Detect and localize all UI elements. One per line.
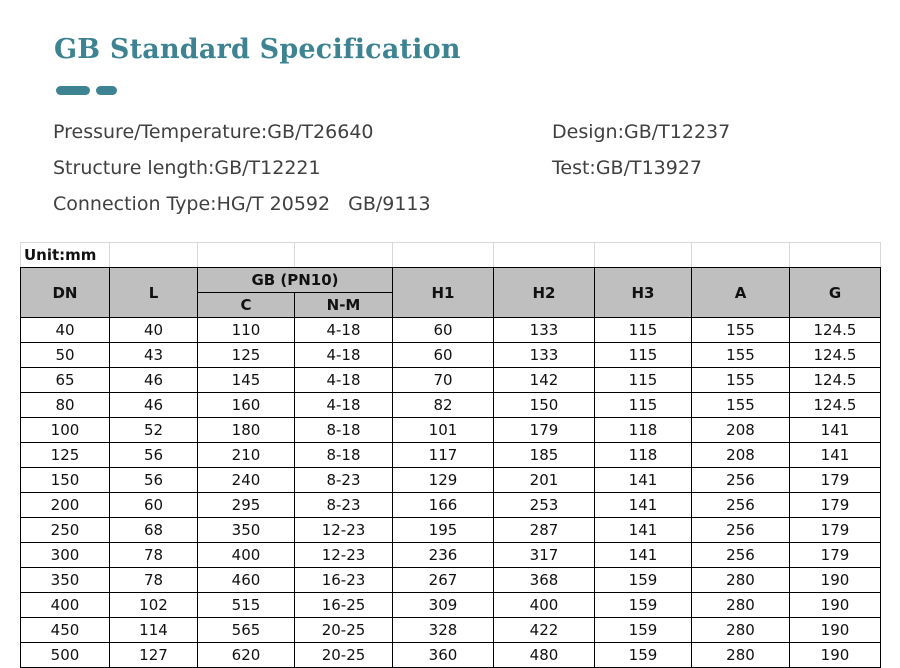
table-row [21, 618, 881, 643]
cell-dn: 450 [21, 618, 110, 643]
cell-n-m: 4-18 [295, 393, 393, 418]
cell-g: 179 [790, 468, 881, 493]
cell-h1: 195 [393, 518, 494, 543]
cell-l: 52 [110, 418, 198, 443]
cell-g: 124.5 [790, 393, 881, 418]
cell-dn: 300 [21, 543, 110, 568]
cell-h1: 82 [393, 393, 494, 418]
cell-dn: 150 [21, 468, 110, 493]
table-row [21, 368, 881, 393]
cell-h3: 115 [595, 393, 692, 418]
cell-n-m: 12-23 [295, 543, 393, 568]
cell-g: 124.5 [790, 343, 881, 368]
header-h2: H2 [494, 268, 595, 318]
cell-h3: 159 [595, 643, 692, 668]
cell-a: 256 [692, 468, 790, 493]
title-underline-long [56, 86, 90, 95]
cell-g: 179 [790, 518, 881, 543]
table-body [21, 318, 881, 668]
cell-g: 190 [790, 643, 881, 668]
cell-h1: 129 [393, 468, 494, 493]
table-row [21, 418, 881, 443]
unit-row [21, 243, 881, 268]
cell-h1: 70 [393, 368, 494, 393]
cell-n-m: 20-25 [295, 618, 393, 643]
cell-h1: 117 [393, 443, 494, 468]
cell-n-m: 8-18 [295, 418, 393, 443]
cell-l: 56 [110, 443, 198, 468]
table-row [21, 493, 881, 518]
cell-g: 179 [790, 493, 881, 518]
cell-h2: 422 [494, 618, 595, 643]
header-n-m: N-M [295, 293, 393, 318]
cell-dn: 100 [21, 418, 110, 443]
cell-h3: 115 [595, 343, 692, 368]
spec-connection-type-gb: GB/9113 [348, 193, 431, 215]
cell-h3: 118 [595, 443, 692, 468]
cell-n-m: 4-18 [295, 368, 393, 393]
header-g: G [790, 268, 881, 318]
cell-n-m: 12-23 [295, 518, 393, 543]
cell-c: 240 [198, 468, 295, 493]
cell-c: 460 [198, 568, 295, 593]
cell-h3: 159 [595, 618, 692, 643]
cell-dn: 200 [21, 493, 110, 518]
cell-a: 280 [692, 568, 790, 593]
cell-h2: 150 [494, 393, 595, 418]
cell-c: 145 [198, 368, 295, 393]
cell-h1: 166 [393, 493, 494, 518]
cell-a: 155 [692, 393, 790, 418]
cell-a: 280 [692, 618, 790, 643]
header-a: A [692, 268, 790, 318]
cell-h2: 179 [494, 418, 595, 443]
cell-a: 256 [692, 543, 790, 568]
table-row [21, 518, 881, 543]
spec-structure-length: Structure length:GB/T12221 [53, 157, 321, 179]
table-row [21, 468, 881, 493]
cell-l: 40 [110, 318, 198, 343]
cell-l: 78 [110, 543, 198, 568]
cell-h3: 141 [595, 493, 692, 518]
cell-c: 565 [198, 618, 295, 643]
cell-h1: 309 [393, 593, 494, 618]
cell-l: 127 [110, 643, 198, 668]
cell-n-m: 8-23 [295, 493, 393, 518]
cell-g: 190 [790, 618, 881, 643]
header-c: C [198, 293, 295, 318]
table-row [21, 343, 881, 368]
spec-test: Test:GB/T13927 [552, 157, 703, 179]
cell-dn: 500 [21, 643, 110, 668]
cell-h2: 133 [494, 343, 595, 368]
cell-h1: 267 [393, 568, 494, 593]
cell-dn: 400 [21, 593, 110, 618]
cell-a: 208 [692, 418, 790, 443]
cell-g: 141 [790, 418, 881, 443]
cell-n-m: 20-25 [295, 643, 393, 668]
cell-g: 124.5 [790, 318, 881, 343]
cell-a: 155 [692, 368, 790, 393]
table-row [21, 443, 881, 468]
cell-c: 180 [198, 418, 295, 443]
cell-c: 110 [198, 318, 295, 343]
table-row [21, 593, 881, 618]
cell-h1: 328 [393, 618, 494, 643]
specification-table [20, 242, 881, 668]
cell-dn: 125 [21, 443, 110, 468]
cell-l: 56 [110, 468, 198, 493]
cell-a: 256 [692, 493, 790, 518]
cell-a: 208 [692, 443, 790, 468]
cell-g: 141 [790, 443, 881, 468]
cell-dn: 80 [21, 393, 110, 418]
header-h3: H3 [595, 268, 692, 318]
cell-h2: 368 [494, 568, 595, 593]
cell-l: 114 [110, 618, 198, 643]
cell-c: 400 [198, 543, 295, 568]
spec-connection-type-hg: Connection Type:HG/T 20592 [53, 193, 331, 215]
cell-l: 43 [110, 343, 198, 368]
cell-c: 350 [198, 518, 295, 543]
spec-design: Design:GB/T12237 [552, 121, 731, 143]
cell-n-m: 8-23 [295, 468, 393, 493]
cell-c: 210 [198, 443, 295, 468]
cell-h2: 287 [494, 518, 595, 543]
table-row [21, 318, 881, 343]
cell-n-m: 16-23 [295, 568, 393, 593]
cell-g: 179 [790, 543, 881, 568]
cell-g: 124.5 [790, 368, 881, 393]
title-underline-short [96, 86, 117, 95]
cell-l: 102 [110, 593, 198, 618]
cell-dn: 40 [21, 318, 110, 343]
header-h1: H1 [393, 268, 494, 318]
cell-h2: 400 [494, 593, 595, 618]
cell-h3: 159 [595, 593, 692, 618]
cell-l: 60 [110, 493, 198, 518]
cell-c: 620 [198, 643, 295, 668]
cell-h1: 360 [393, 643, 494, 668]
cell-n-m: 8-18 [295, 443, 393, 468]
table-row [21, 543, 881, 568]
cell-dn: 250 [21, 518, 110, 543]
unit-label: Unit:mm [21, 243, 110, 268]
cell-dn: 350 [21, 568, 110, 593]
cell-h1: 60 [393, 318, 494, 343]
cell-a: 280 [692, 593, 790, 618]
cell-dn: 50 [21, 343, 110, 368]
cell-a: 155 [692, 343, 790, 368]
cell-l: 46 [110, 393, 198, 418]
cell-n-m: 4-18 [295, 343, 393, 368]
cell-h3: 115 [595, 368, 692, 393]
cell-a: 256 [692, 518, 790, 543]
cell-l: 78 [110, 568, 198, 593]
table-row [21, 643, 881, 668]
cell-h2: 185 [494, 443, 595, 468]
cell-n-m: 16-25 [295, 593, 393, 618]
cell-h1: 60 [393, 343, 494, 368]
cell-h2: 480 [494, 643, 595, 668]
header-l: L [110, 268, 198, 318]
cell-dn: 65 [21, 368, 110, 393]
cell-h2: 133 [494, 318, 595, 343]
header-gb-pn10: GB (PN10) [198, 268, 393, 293]
spec-connection-type [53, 193, 449, 215]
cell-h3: 115 [595, 318, 692, 343]
cell-h3: 141 [595, 518, 692, 543]
cell-c: 295 [198, 493, 295, 518]
page-title: GB Standard Specification [54, 34, 461, 65]
header-dn: DN [21, 268, 110, 318]
table-row [21, 393, 881, 418]
cell-h2: 201 [494, 468, 595, 493]
cell-h3: 118 [595, 418, 692, 443]
cell-h1: 101 [393, 418, 494, 443]
spec-pressure-temperature: Pressure/Temperature:GB/T26640 [53, 121, 374, 143]
cell-a: 155 [692, 318, 790, 343]
cell-c: 125 [198, 343, 295, 368]
cell-g: 190 [790, 593, 881, 618]
cell-h2: 317 [494, 543, 595, 568]
cell-h3: 141 [595, 543, 692, 568]
cell-l: 46 [110, 368, 198, 393]
cell-h2: 253 [494, 493, 595, 518]
cell-c: 515 [198, 593, 295, 618]
cell-l: 68 [110, 518, 198, 543]
cell-h3: 159 [595, 568, 692, 593]
cell-c: 160 [198, 393, 295, 418]
header-row [21, 268, 881, 293]
cell-h1: 236 [393, 543, 494, 568]
cell-h2: 142 [494, 368, 595, 393]
cell-h3: 141 [595, 468, 692, 493]
cell-a: 280 [692, 643, 790, 668]
cell-n-m: 4-18 [295, 318, 393, 343]
cell-g: 190 [790, 568, 881, 593]
table-row [21, 568, 881, 593]
